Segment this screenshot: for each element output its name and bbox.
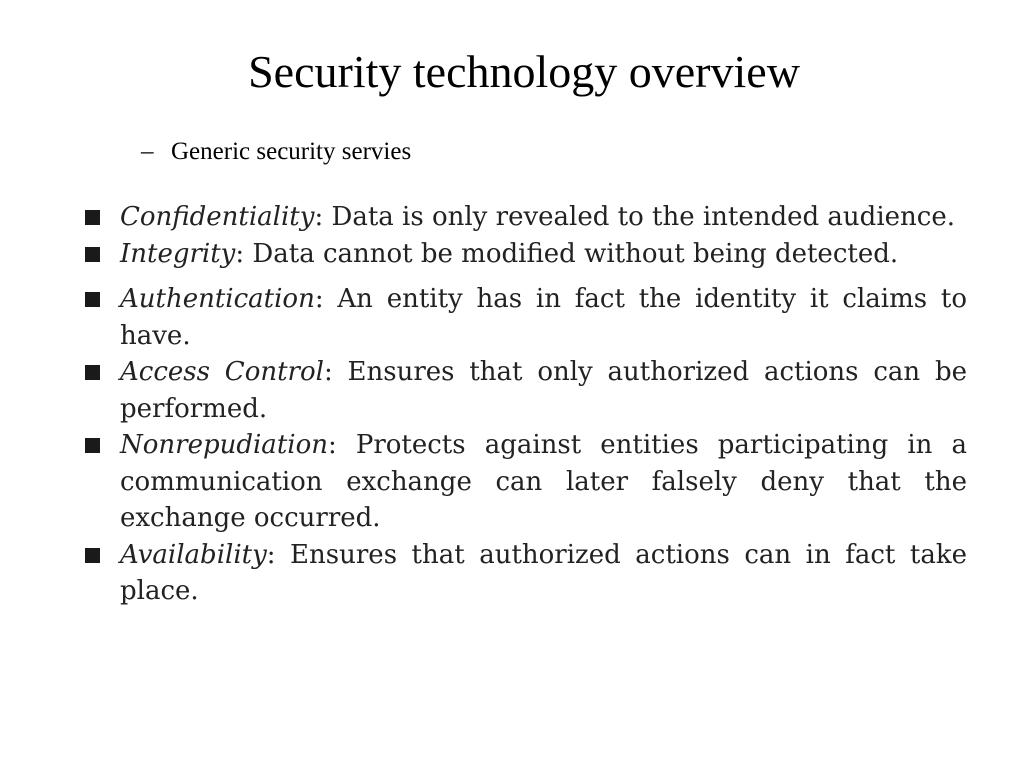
term-label: Access Control bbox=[120, 357, 324, 387]
term-description: Ensures that only authorized actions can be performed. bbox=[120, 357, 968, 424]
term-description: Ensures that authorized actions can in fact take place. bbox=[120, 539, 967, 606]
term-label: Confidentiality bbox=[120, 202, 315, 232]
square-bullet-icon bbox=[85, 548, 100, 563]
square-bullet-icon bbox=[85, 365, 100, 380]
subheading-text: Generic security servies bbox=[171, 138, 412, 165]
term-separator: : bbox=[314, 284, 324, 314]
list-item-access-control bbox=[83, 354, 967, 427]
term-description: Protects against entities participating in a communication exchange can later falsely deny that the exchange occurred. bbox=[120, 430, 967, 533]
term-label: Authentication bbox=[120, 284, 315, 314]
term-label: Integrity bbox=[120, 238, 236, 269]
list-item-integrity bbox=[83, 236, 967, 273]
term-label: Availability bbox=[120, 539, 267, 570]
square-bullet-icon bbox=[85, 210, 100, 225]
term-label: Nonrepudiation bbox=[120, 430, 328, 460]
term-separator: : bbox=[314, 202, 324, 232]
subheading bbox=[141, 137, 411, 167]
list-item-authentication bbox=[83, 281, 967, 354]
dash-marker: – bbox=[141, 138, 154, 165]
list-item-confidentiality bbox=[83, 199, 967, 236]
term-separator: : bbox=[266, 539, 276, 570]
square-bullet-icon bbox=[85, 292, 100, 307]
list-item-nonrepudiation bbox=[83, 427, 967, 537]
security-services-list bbox=[83, 199, 967, 610]
term-separator: : bbox=[235, 238, 245, 269]
term-description: An entity has in fact the identity it claims to have. bbox=[120, 284, 967, 351]
term-separator: : bbox=[327, 430, 337, 460]
term-description: Data is only revealed to the intended audience. bbox=[323, 202, 955, 232]
square-bullet-icon bbox=[85, 438, 100, 453]
term-description: Data cannot be modified without being detected. bbox=[244, 238, 899, 269]
list-item-availability bbox=[83, 537, 967, 610]
slide-title: Security technology overview bbox=[248, 46, 800, 97]
square-bullet-icon bbox=[85, 247, 100, 262]
term-separator: : bbox=[323, 357, 333, 387]
